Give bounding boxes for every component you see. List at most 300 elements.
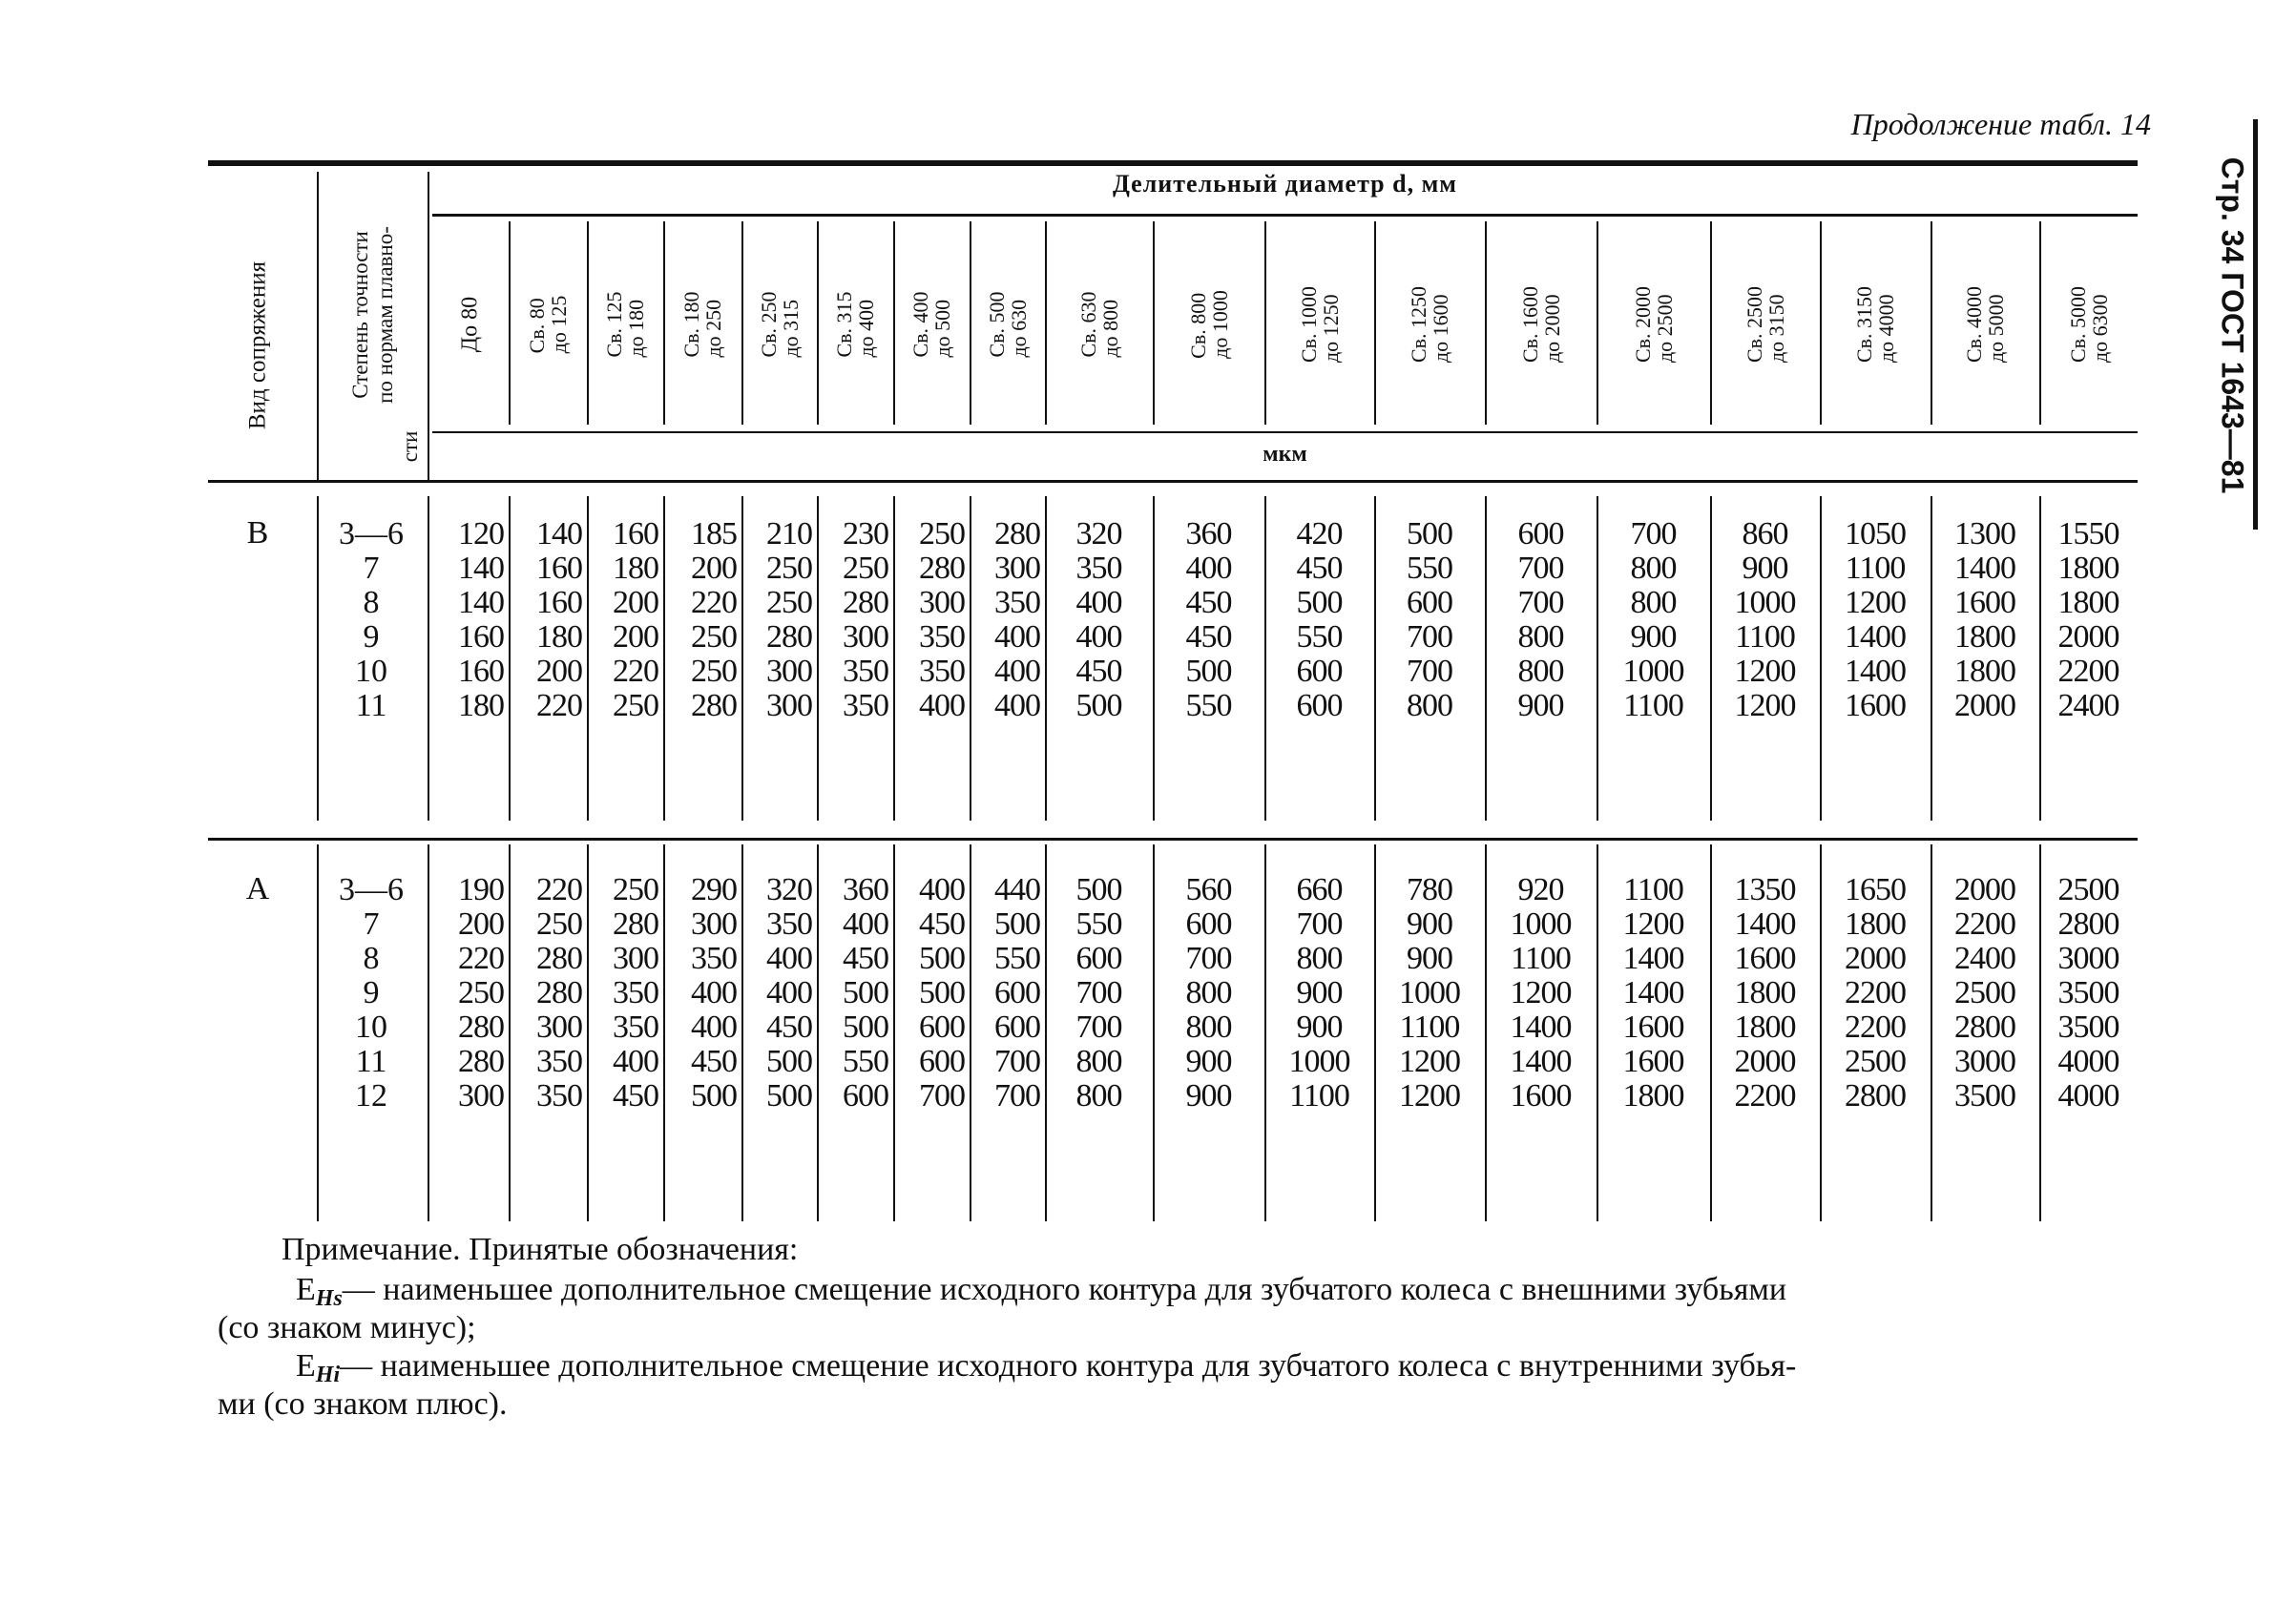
table-cell: 600: [1296, 654, 1343, 689]
ehi-symbol: E: [296, 1348, 316, 1384]
table-cell: 400: [1185, 551, 1232, 586]
table-cell: 900: [1296, 975, 1343, 1010]
diameter-range-label: [603, 291, 647, 357]
table-cell: 700: [1185, 941, 1232, 976]
type-column-line: [317, 172, 319, 480]
value-column: [1264, 517, 1374, 723]
table-cell: 800: [1185, 1010, 1232, 1045]
table-cell: 1400: [1845, 654, 1906, 689]
table-top-rule: [208, 160, 2138, 166]
table-cell: 3000: [2057, 941, 2119, 976]
diameter-column-line: [1597, 221, 1598, 425]
table-cell: 450: [691, 1044, 737, 1079]
table-cell: 600: [1517, 516, 1564, 552]
table-cell: 550: [843, 1044, 888, 1079]
unit-rule: [432, 431, 2138, 433]
table-cell: 220: [691, 585, 737, 620]
table-cell: 280: [458, 1044, 504, 1079]
note-ehi-line: [296, 1347, 2138, 1394]
table-cell: 1600: [1622, 1010, 1684, 1045]
ehs-subscript: Hs: [315, 1286, 343, 1311]
table-cell: 1200: [1734, 688, 1796, 723]
table-cell: 220: [536, 872, 582, 907]
table-cell: 200: [458, 906, 504, 942]
grade-label: 9: [363, 975, 380, 1010]
table-cell: 360: [1185, 516, 1232, 552]
table-cell: 1800: [1734, 975, 1796, 1010]
diameter-column-line: [1820, 221, 1822, 425]
diameter-range-label: [2067, 286, 2111, 363]
diameter-range-label: [526, 296, 570, 354]
table-cell: 900: [1185, 1044, 1232, 1079]
table-cell: 400: [613, 1044, 658, 1079]
table-cell: 250: [458, 975, 504, 1010]
grade-label: 8: [363, 585, 380, 620]
table-cell: 200: [613, 585, 658, 620]
value-column: [434, 873, 504, 1114]
table-cell: 1600: [1510, 1078, 1572, 1114]
table-cell: 800: [1075, 1044, 1122, 1079]
table-cell: 600: [1296, 688, 1343, 723]
table-cell: 1200: [1399, 1044, 1460, 1079]
diameter-range-label: [1853, 286, 1897, 363]
table-cell: 4000: [2057, 1044, 2119, 1079]
table-cell: 2800: [2057, 906, 2119, 942]
group-type-label: А: [245, 871, 270, 906]
table-cell: 2000: [2057, 619, 2119, 655]
table-cell: 1400: [1622, 975, 1684, 1010]
table-cell: 400: [843, 906, 888, 942]
table-cell: 160: [458, 654, 504, 689]
table-cell: 900: [1407, 941, 1452, 976]
value-column: [1931, 873, 2039, 1114]
table-cell: 920: [1517, 872, 1564, 907]
diameter-range-label: [758, 291, 802, 357]
table-cell: 600: [1407, 585, 1452, 620]
table-cell: 300: [536, 1010, 582, 1045]
value-column: [1710, 517, 1820, 723]
table-cell: 250: [691, 654, 737, 689]
table-cell: 700: [1075, 975, 1122, 1010]
grade-label: 12: [355, 1078, 387, 1114]
diameter-column-header: [1517, 225, 1565, 424]
header-grade-line1: Степень точности: [348, 231, 372, 399]
diameter-range-label: [680, 291, 724, 357]
table-cell: 500: [766, 1078, 812, 1114]
table-cell: 250: [766, 551, 812, 586]
table-cell: 3500: [1954, 1078, 2015, 1114]
table-cell: 600: [1185, 906, 1232, 942]
value-column: [1153, 873, 1264, 1114]
table-cell: 1200: [1845, 585, 1906, 620]
table-cell: 1100: [1623, 688, 1683, 723]
diameter-range-line: до 2500: [1652, 294, 1677, 364]
table-cell: 1400: [1622, 941, 1684, 976]
table-cell: 800: [1296, 941, 1343, 976]
value-column: [1374, 873, 1485, 1114]
table-cell: 900: [1630, 619, 1677, 655]
diameter-range-line: Св. 2500: [1742, 285, 1766, 364]
table-cell: 210: [766, 516, 812, 552]
table-cell: 290: [691, 872, 737, 907]
table-cell: 1600: [1954, 585, 2015, 620]
table-cell: 1600: [1622, 1044, 1684, 1079]
table-cell: 1600: [1845, 688, 1906, 723]
note-ehi-continuation: ми (со знаком плюс).: [218, 1386, 508, 1422]
grade-label: 7: [363, 551, 380, 586]
table-cell: 250: [536, 906, 582, 942]
table-cell: 400: [1075, 585, 1122, 620]
span-header-rule: [432, 214, 2138, 217]
table-cell: 280: [843, 585, 888, 620]
table-cell: 400: [994, 654, 1040, 689]
table-cell: 1100: [1289, 1078, 1349, 1114]
note-ehs-line: [296, 1271, 2138, 1318]
table-cell: 1800: [2057, 585, 2119, 620]
group-grade-list: [321, 517, 422, 723]
value-column: [1153, 517, 1264, 723]
table-cell: 600: [919, 1010, 965, 1045]
table-cell: 600: [843, 1078, 888, 1114]
table-cell: 400: [766, 941, 812, 976]
table-cell: 350: [994, 585, 1040, 620]
diameter-column-line: [663, 221, 665, 425]
value-column: [1931, 517, 2039, 723]
table-cell: 500: [994, 906, 1040, 942]
table-cell: 200: [691, 551, 737, 586]
table-cell: 400: [691, 975, 737, 1010]
value-column: [589, 873, 658, 1114]
table-cell: 450: [1185, 619, 1232, 655]
diameter-column-header: [1742, 225, 1789, 424]
diameter-range-line: Св. 1600: [1517, 285, 1542, 364]
diameter-range-line: до 1000: [1207, 290, 1232, 359]
table-cell: 3500: [2057, 1010, 2119, 1045]
table-cell: 400: [766, 975, 812, 1010]
table-cell: 350: [1075, 551, 1122, 586]
table-cell: 160: [536, 585, 582, 620]
diameter-column-line: [1264, 221, 1266, 425]
table-cell: 450: [1075, 654, 1122, 689]
table-cell: 350: [919, 619, 965, 655]
diameter-column-header: [1630, 225, 1678, 424]
value-column: [665, 517, 737, 723]
table-cell: 1200: [1622, 906, 1684, 942]
diameter-range-label: [1408, 286, 1451, 363]
table-cell: 600: [1075, 941, 1122, 976]
grade-label: 10: [355, 1010, 387, 1045]
diameter-range-label: [1519, 286, 1563, 363]
value-column: [1485, 517, 1597, 723]
diameter-range-line: Св. 1000: [1296, 285, 1321, 364]
table-cell: 2000: [1845, 941, 1906, 976]
table-cell: 300: [843, 619, 888, 655]
table-cell: 1400: [1954, 551, 2015, 586]
diameter-range-label: [457, 296, 483, 353]
header-type: Вид сопряжения: [244, 260, 271, 430]
value-column: [1264, 873, 1374, 1114]
table-cell: 1800: [1954, 619, 2015, 655]
table-cell: 3500: [2057, 975, 2119, 1010]
diameter-column-header: [831, 225, 879, 424]
diameter-range-line: Св. 5000: [2065, 285, 2090, 364]
table-cell: 1000: [1399, 975, 1460, 1010]
table-cell: 1650: [1845, 872, 1906, 907]
group-grade-list: [321, 873, 422, 1114]
diameter-column-header: [2065, 225, 2113, 424]
table-cell: 1100: [1511, 941, 1571, 976]
table-cell: 700: [1296, 906, 1343, 942]
table-cell: 600: [919, 1044, 965, 1079]
table-cell: 300: [994, 551, 1040, 586]
table-cell: 300: [766, 688, 812, 723]
table-cell: 700: [1407, 654, 1452, 689]
table-cell: 250: [919, 516, 965, 552]
diameter-range-label: [833, 291, 877, 357]
diameter-range-line: Св. 400: [908, 291, 932, 358]
table-cell: 2400: [2057, 688, 2119, 723]
diameter-column-header: [1185, 225, 1233, 424]
page-sidebar-stamp: [2208, 113, 2256, 537]
table-cell: 250: [613, 688, 658, 723]
diameter-range-line: до 250: [701, 299, 725, 358]
diameter-range-line: Св. 1250: [1407, 285, 1430, 364]
diameter-column-header: [601, 225, 649, 424]
diameter-range-label: [986, 291, 1030, 357]
table-cell: 320: [766, 872, 812, 907]
table-cell: 350: [843, 688, 888, 723]
value-column: [895, 873, 965, 1114]
table-cell: 560: [1185, 872, 1232, 907]
table-cell: 800: [1517, 619, 1564, 655]
value-column: [434, 517, 504, 723]
table-cell: 1300: [1954, 516, 2015, 552]
table-cell: 1100: [1845, 551, 1906, 586]
diameter-range-line: До 80: [457, 296, 483, 353]
table-cell: 550: [1075, 906, 1122, 942]
value-column: [2039, 517, 2138, 723]
table-cell: 550: [1185, 688, 1232, 723]
ehs-symbol: E: [296, 1272, 316, 1307]
diameter-range-line: Св. 500: [984, 291, 1009, 358]
table-cell: 200: [536, 654, 582, 689]
diameter-range-line: до 1250: [1318, 294, 1343, 364]
value-column: [511, 517, 582, 723]
diameter-column-line: [509, 221, 511, 425]
diameter-range-line: до 125: [547, 295, 571, 354]
table-cell: 300: [919, 585, 965, 620]
diameter-range-line: Св. 630: [1075, 291, 1100, 358]
diameter-range-line: Св. 125: [602, 291, 626, 358]
header-grade-line3: сти: [398, 430, 422, 463]
table-cell: 1000: [1734, 585, 1796, 620]
table-cell: 1000: [1510, 906, 1572, 942]
diameter-range-line: Св. 800: [1185, 292, 1210, 359]
table-cell: 3000: [1954, 1044, 2015, 1079]
table-cell: 1350: [1734, 872, 1796, 907]
table-cell: 450: [613, 1078, 658, 1114]
value-column: [1597, 517, 1710, 723]
table-cell: 800: [1075, 1078, 1122, 1114]
diameter-column-line: [2039, 221, 2041, 425]
grade-column-line: [428, 496, 429, 821]
grade-label: 7: [363, 906, 380, 942]
diameter-range-line: до 800: [1097, 299, 1122, 358]
value-column: [1485, 873, 1597, 1114]
value-column: [1045, 517, 1153, 723]
grade-label: 3—6: [339, 516, 404, 552]
table-cell: 140: [536, 516, 582, 552]
table-cell: 2000: [1954, 872, 2015, 907]
table-cell: 350: [691, 941, 737, 976]
table-cell: 160: [458, 619, 504, 655]
diameter-range-line: до 500: [930, 299, 954, 358]
table-cell: 800: [1630, 551, 1677, 586]
table-cell: 1800: [1622, 1078, 1684, 1114]
diameter-range-line: Св. 315: [832, 291, 856, 358]
diameter-range-line: до 5000: [1984, 294, 2008, 364]
diameter-column-header: [1406, 225, 1453, 424]
diameter-range-line: Св. 80: [525, 298, 549, 354]
diameter-column-line: [1374, 221, 1376, 425]
table-cell: 2800: [1845, 1078, 1906, 1114]
table-cell: 4000: [2057, 1078, 2119, 1114]
table-cell: 700: [1630, 516, 1677, 552]
table-cell: 2200: [1845, 975, 1906, 1010]
diameter-range-line: до 315: [778, 299, 803, 358]
table-cell: 120: [458, 516, 504, 552]
ehi-subscript: Hi: [315, 1363, 341, 1387]
value-column: [2039, 873, 2138, 1114]
diameter-range-line: до 180: [624, 299, 648, 358]
table-cell: 180: [458, 688, 504, 723]
diameter-column-line: [970, 221, 971, 425]
diameter-range-line: до 1600: [1429, 294, 1452, 364]
diameter-range-line: Св. 2000: [1630, 285, 1655, 364]
value-column: [1710, 873, 1820, 1114]
diameter-range-line: до 400: [854, 299, 878, 358]
table-cell: 160: [613, 516, 658, 552]
table-cell: 550: [1407, 551, 1452, 586]
diameter-range-label: [1187, 290, 1231, 359]
table-cell: 500: [1075, 688, 1122, 723]
table-cell: 400: [1075, 619, 1122, 655]
diameter-range-line: до 2000: [1539, 294, 1564, 364]
table-cell: 2200: [1734, 1078, 1796, 1114]
diameter-range-label: [1963, 286, 2007, 363]
diameter-range-label: [1077, 291, 1121, 357]
table-cell: 1400: [1845, 619, 1906, 655]
table-cell: 1050: [1845, 516, 1906, 552]
table-cell: 1800: [1954, 654, 2015, 689]
table-cell: 400: [919, 688, 965, 723]
diameter-column-line: [1931, 221, 1932, 425]
table-cell: 180: [613, 551, 658, 586]
table-cell: 500: [1075, 872, 1122, 907]
continuation-caption: Продолжение табл. 14: [1850, 107, 2151, 141]
table-cell: 250: [843, 551, 888, 586]
diameter-column-line: [817, 221, 819, 425]
diameter-column-header: [678, 225, 726, 424]
table-cell: 1400: [1510, 1044, 1572, 1079]
table-cell: 220: [536, 688, 582, 723]
table-cell: 400: [994, 619, 1040, 655]
page-number-standard: Стр. 34 ГОСТ 1643—81: [2215, 156, 2250, 493]
diameter-column-line: [1045, 221, 1047, 425]
table-cell: 450: [843, 941, 888, 976]
diameter-range-label: [1743, 286, 1787, 363]
diameter-range-line: до 630: [1006, 299, 1031, 358]
table-cell: 2800: [1954, 1010, 2015, 1045]
table-cell: 400: [994, 688, 1040, 723]
diameter-column-header: [1296, 225, 1344, 424]
note-title: Примечание. Принятые обозначения:: [282, 1232, 799, 1267]
diameter-column-header: [908, 225, 955, 424]
grade-label: 11: [355, 688, 387, 723]
table-cell: 500: [766, 1044, 812, 1079]
diameter-column-line: [587, 221, 589, 425]
table-cell: 400: [691, 1010, 737, 1045]
table-cell: 550: [1296, 619, 1343, 655]
header-bottom-rule: [208, 480, 2138, 483]
table-cell: 660: [1296, 872, 1343, 907]
table-cell: 780: [1407, 872, 1452, 907]
table-cell: 220: [458, 941, 504, 976]
diameter-range-line: до 3150: [1764, 294, 1788, 364]
grade-label: 8: [363, 941, 380, 976]
table-cell: 1550: [2057, 516, 2119, 552]
table-cell: 700: [994, 1044, 1040, 1079]
table-cell: 500: [843, 1010, 888, 1045]
table-cell: 220: [613, 654, 658, 689]
table-cell: 500: [1296, 585, 1343, 620]
diameter-span-header: Делительный диаметр d, мм: [1112, 170, 1458, 198]
table-cell: 800: [1185, 975, 1232, 1010]
table-cell: 1800: [1845, 906, 1906, 942]
value-column: [971, 873, 1040, 1114]
unit-label: мкм: [1263, 442, 1307, 467]
note-ehs-continuation: (со знаком минус);: [218, 1310, 476, 1345]
value-column: [511, 873, 582, 1114]
table-cell: 2200: [1845, 1010, 1906, 1045]
table-cell: 1200: [1399, 1078, 1460, 1114]
diameter-column-header: [756, 225, 804, 424]
table-cell: 440: [994, 872, 1040, 907]
table-cell: 1800: [1734, 1010, 1796, 1045]
table-cell: 700: [1075, 1010, 1122, 1045]
grade-column-line: [428, 172, 429, 480]
table-cell: 280: [536, 941, 582, 976]
value-column: [895, 517, 965, 723]
table-cell: 800: [1407, 688, 1452, 723]
table-cell: 185: [691, 516, 737, 552]
table-cell: 900: [1517, 688, 1564, 723]
table-cell: 230: [843, 516, 888, 552]
diameter-range-line: до 4000: [1874, 294, 1898, 364]
table-cell: 2400: [1954, 941, 2015, 976]
table-cell: 280: [613, 906, 658, 942]
table-cell: 450: [766, 1010, 812, 1045]
table-cell: 280: [691, 688, 737, 723]
table-cell: 300: [458, 1078, 504, 1114]
table-cell: 500: [691, 1078, 737, 1114]
table-cell: 2500: [1845, 1044, 1906, 1079]
table-cell: 860: [1742, 516, 1788, 552]
diameter-column-header: [984, 225, 1032, 424]
table-cell: 1000: [1622, 654, 1684, 689]
value-column: [1045, 873, 1153, 1114]
table-cell: 500: [1407, 516, 1452, 552]
